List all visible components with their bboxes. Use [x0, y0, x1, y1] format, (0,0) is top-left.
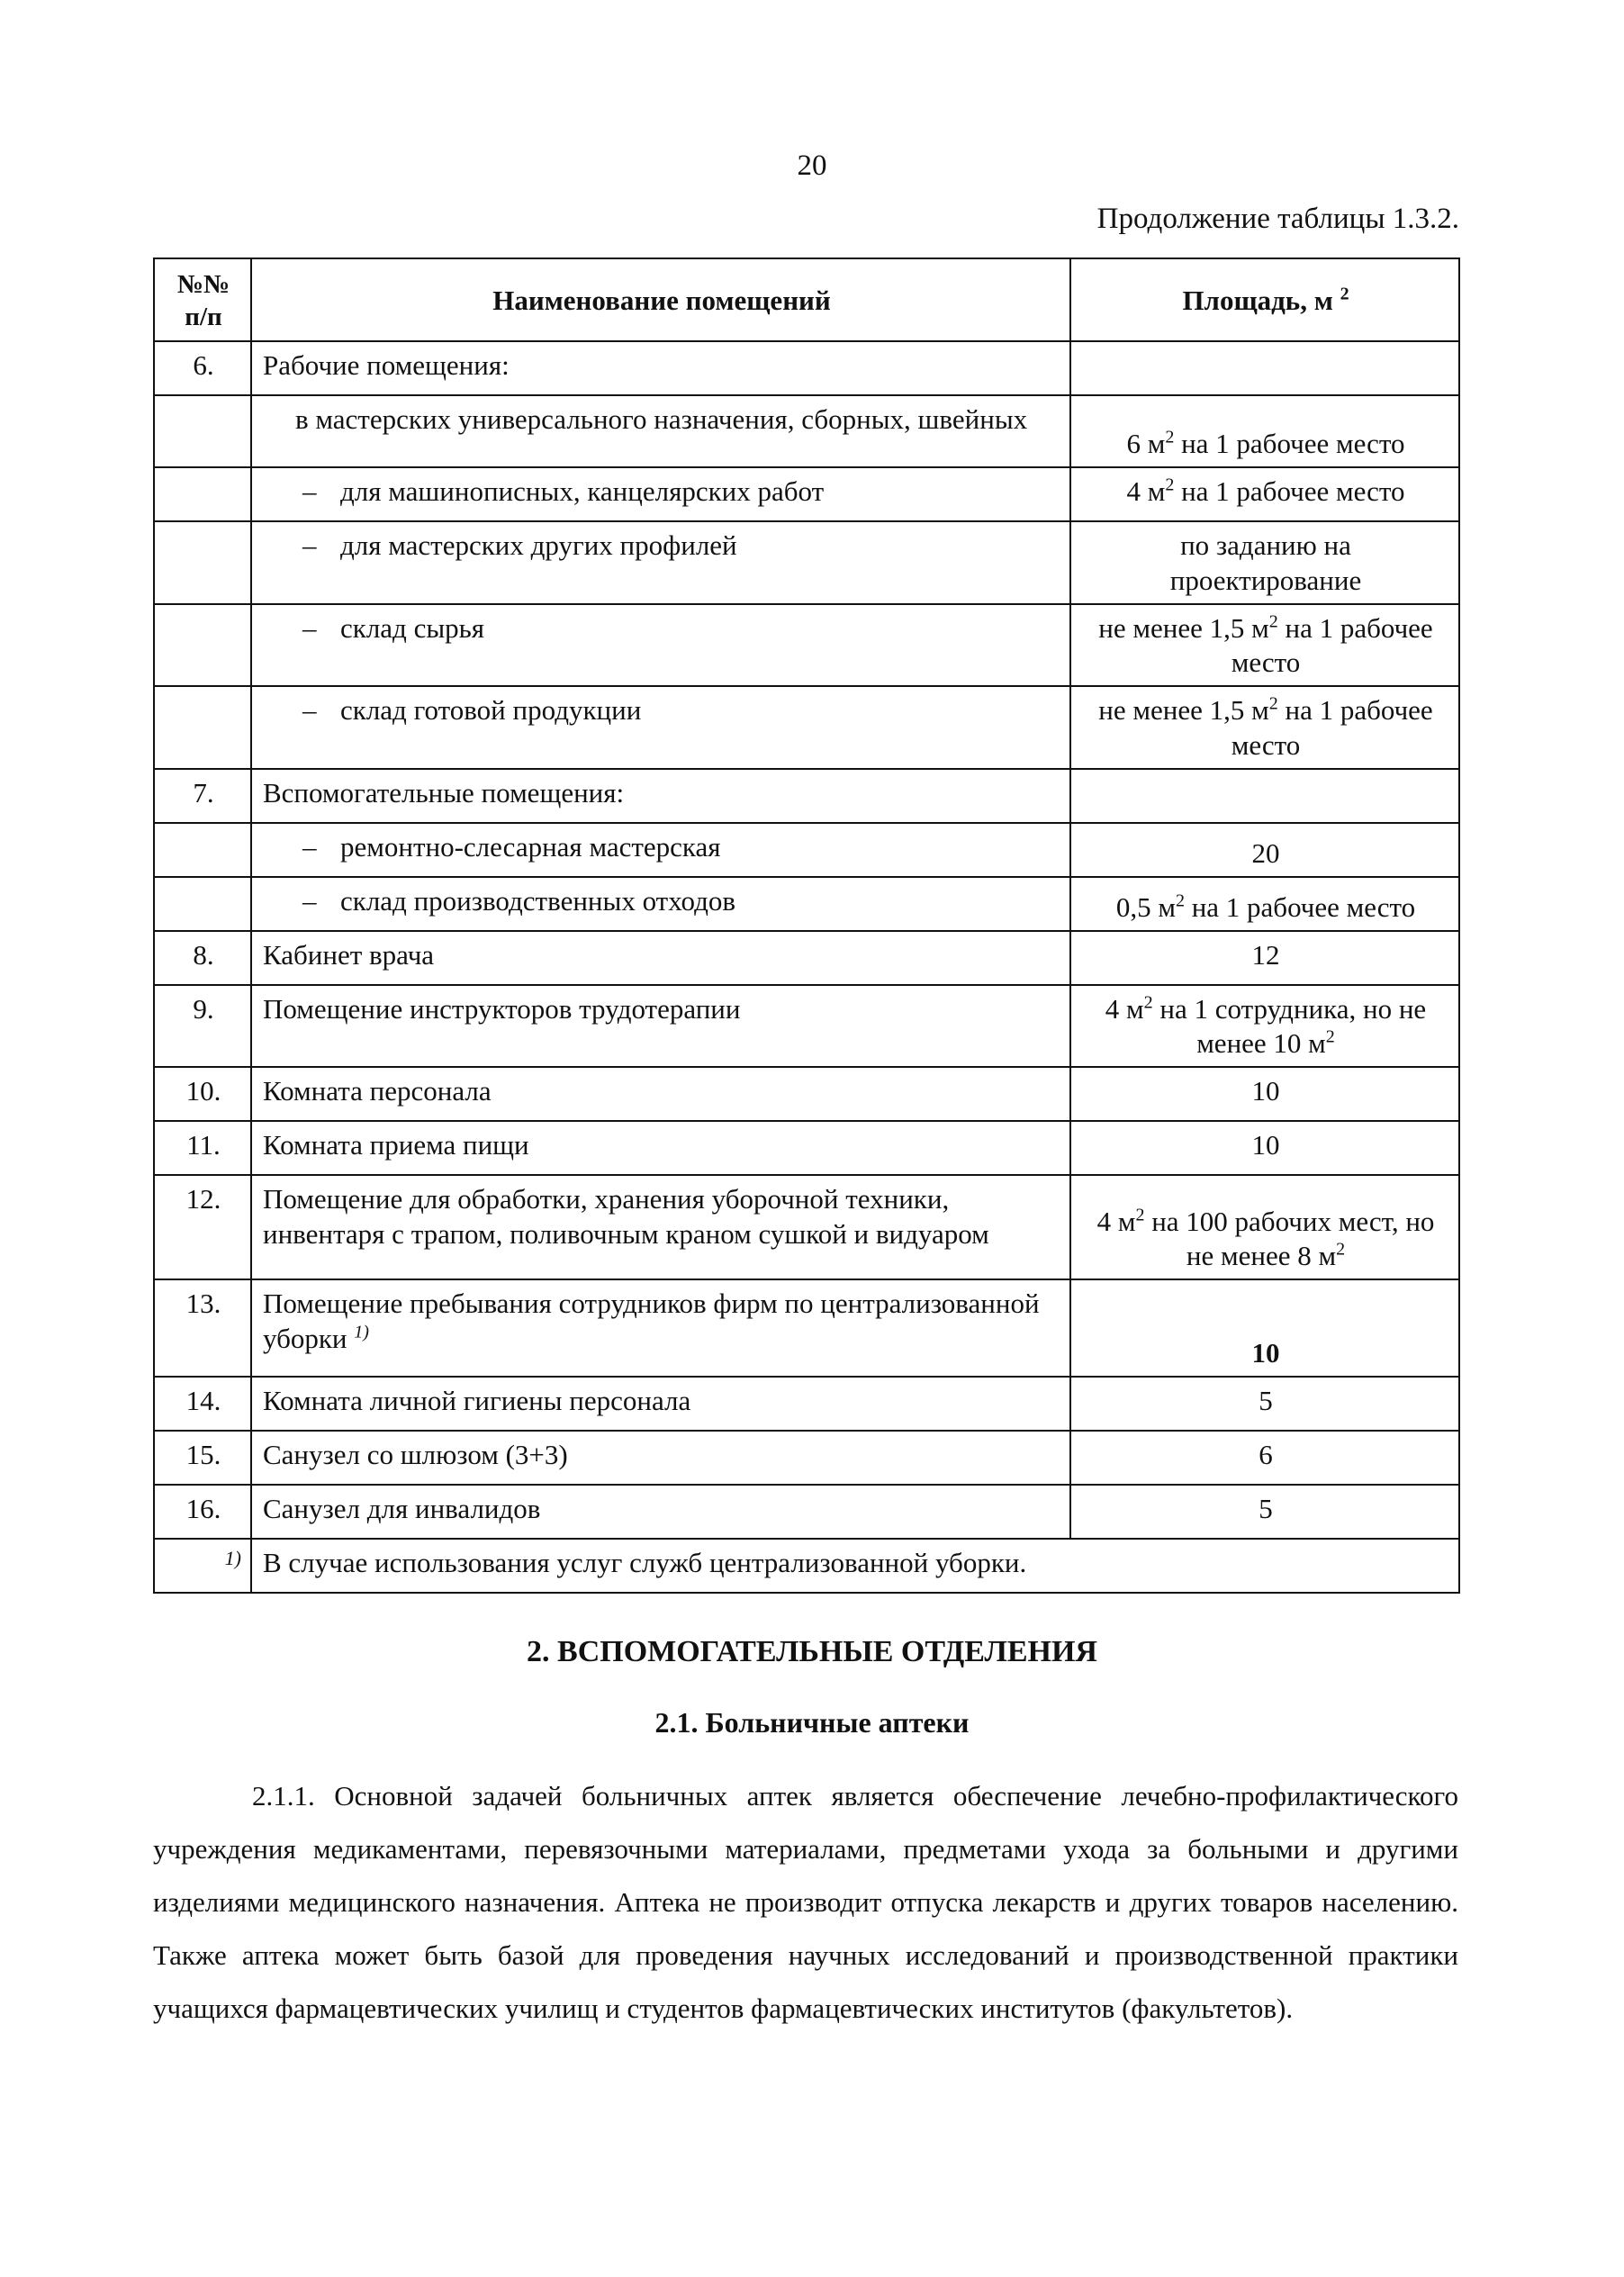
table-row — [154, 1121, 1459, 1175]
row-name-text: для мастерских других профилей — [340, 529, 737, 561]
row-name — [251, 341, 1070, 395]
row-area-sup: 2 — [1268, 693, 1278, 714]
row-name — [251, 1121, 1070, 1175]
table-header-row — [154, 258, 1459, 341]
table-continuation-caption: Продолжение таблицы 1.3.2. — [1096, 203, 1459, 235]
row-num: 10. — [154, 1067, 251, 1121]
row-area-sup: 2 — [1165, 427, 1175, 447]
section-title: 2. ВСПОМОГАТЕЛЬНЫЕ ОТДЕЛЕНИЯ — [527, 1635, 1097, 1668]
row-name-text: Помещение инструкторов трудотерапии — [263, 992, 741, 1025]
table-row — [154, 604, 1459, 687]
row-area-tail: на 1 сотрудника, но не менее 10 м — [1152, 992, 1427, 1060]
row-name — [251, 395, 1070, 467]
row-name — [251, 985, 1070, 1068]
row-name-text: склад готовой продукции — [340, 694, 642, 726]
row-num: 15. — [154, 1431, 251, 1485]
row-name — [251, 1485, 1070, 1539]
table-row — [154, 686, 1459, 769]
row-area — [1070, 1175, 1459, 1279]
row-name-text: Комната персонала — [263, 1075, 492, 1107]
row-num: 13. — [154, 1279, 251, 1377]
row-area-text: 6 — [1259, 1439, 1273, 1470]
row-area-text: 5 — [1259, 1493, 1273, 1524]
row-name-text: Помещение для обработки, хранения уборочной техники, инвентаря с трапом, поливочным краном сушкой и видуаром — [263, 1183, 989, 1250]
row-name — [251, 1279, 1070, 1377]
row-name-text: склад сырья — [340, 611, 485, 644]
row-area — [1070, 604, 1459, 687]
row-name — [251, 877, 1070, 931]
row-area — [1070, 1377, 1459, 1431]
row-area-sup: 2 — [1336, 1239, 1346, 1260]
row-area-sup: 2 — [1175, 890, 1185, 911]
row-dash: – — [302, 830, 317, 863]
row-area — [1070, 341, 1459, 395]
table-row — [154, 467, 1459, 521]
row-name-text: склад производственных отходов — [340, 884, 736, 917]
row-area-text: 10 — [1251, 1129, 1280, 1161]
table-row — [154, 395, 1459, 467]
row-num — [154, 521, 251, 604]
row-name-text: Помещение пребывания сотрудников фирм по централизованной уборки — [263, 1288, 1040, 1354]
row-dash: – — [302, 529, 317, 561]
row-area-tail: на 100 рабочих мест, но не менее 8 м — [1144, 1205, 1435, 1272]
row-name-text: Санузел для инвалидов — [263, 1493, 541, 1524]
header-area — [1070, 258, 1459, 341]
row-dash: – — [302, 611, 317, 644]
row-name — [251, 823, 1070, 877]
row-num: 8. — [154, 931, 251, 985]
row-area-tail: на 1 рабочее место — [1184, 890, 1416, 923]
table-row — [154, 1175, 1459, 1279]
row-area — [1070, 1121, 1459, 1175]
page-number: 20 — [797, 149, 827, 182]
row-area-text: 4 м — [1126, 475, 1166, 507]
table-row — [154, 877, 1459, 931]
row-name-text: в мастерских универсального назначения, сборных, швейных — [295, 403, 1028, 435]
footnote-mark: 1) — [154, 1539, 251, 1593]
row-area-text: 20 — [1251, 836, 1280, 869]
row-name — [251, 467, 1070, 521]
row-name-text: ремонтно-слесарная мастерская — [340, 830, 721, 863]
header-num: №№ п/п — [154, 258, 251, 341]
table-row — [154, 1431, 1459, 1485]
row-name — [251, 604, 1070, 687]
row-area — [1070, 931, 1459, 985]
row-footnote-ref: 1) — [354, 1322, 369, 1342]
row-name — [251, 1431, 1070, 1485]
row-num — [154, 604, 251, 687]
table-row — [154, 769, 1459, 823]
table-row — [154, 931, 1459, 985]
row-dash: – — [302, 884, 317, 917]
row-name — [251, 1067, 1070, 1121]
row-name-text: Комната личной гигиены персонала — [263, 1385, 691, 1416]
row-num: 9. — [154, 985, 251, 1068]
row-area-tail: на 1 рабочее место — [1174, 428, 1405, 460]
row-num — [154, 877, 251, 931]
row-num: 6. — [154, 341, 251, 395]
row-num — [154, 395, 251, 467]
row-name-text: Рабочие помещения: — [263, 349, 510, 381]
row-area — [1070, 686, 1459, 769]
row-area — [1070, 1431, 1459, 1485]
row-area-tail: на 1 рабочее место — [1174, 475, 1405, 507]
rooms-area-table — [153, 258, 1460, 1594]
row-num — [154, 467, 251, 521]
table-row — [154, 1067, 1459, 1121]
row-area-text: 4 м — [1105, 992, 1144, 1025]
table-row — [154, 521, 1459, 604]
row-area-text: не менее 1,5 м — [1098, 611, 1269, 644]
row-dash: – — [302, 475, 317, 507]
row-name — [251, 769, 1070, 823]
row-area-sup: 2 — [1135, 1205, 1145, 1225]
row-name-text: для машинописных, канцелярских работ — [340, 475, 825, 507]
table-row — [154, 341, 1459, 395]
row-area-tail: на 1 рабочее место — [1231, 694, 1433, 761]
row-area — [1070, 467, 1459, 521]
row-name-text: Комната приема пищи — [263, 1129, 529, 1161]
table-footnote-row — [154, 1539, 1459, 1593]
row-area-text: 12 — [1251, 938, 1280, 971]
row-dash: – — [302, 694, 317, 726]
header-area-text: Площадь, м — [1182, 284, 1333, 316]
row-num: 16. — [154, 1485, 251, 1539]
row-num: 7. — [154, 769, 251, 823]
row-name — [251, 931, 1070, 985]
header-area-sup: 2 — [1340, 284, 1349, 304]
body-paragraph: 2.1.1. Основной задачей больничных аптек является обеспечение лечебно-профилактического учреждения медикаментами, перевязочными материалами, предметами ухода за больными и другими изделиями медицинского назначения. Аптека не производит отпуска лекарств и других товаров населению. Также аптека может быть базой для проведения научных исследований и производственной практики учащихся фармацевтических училищ и студентов фармацевтических институтов (факультетов). — [153, 1780, 1458, 2024]
row-area-text: 6 м — [1126, 428, 1166, 460]
row-area-sup: 2 — [1165, 474, 1175, 495]
row-area — [1070, 769, 1459, 823]
table-row — [154, 985, 1459, 1068]
subsection-title: 2.1. Больничные аптеки — [654, 1706, 970, 1739]
row-num — [154, 686, 251, 769]
row-area-text: 10 — [1251, 1075, 1280, 1107]
row-area-text: 0,5 м — [1115, 890, 1176, 923]
row-area — [1070, 823, 1459, 877]
row-area — [1070, 1485, 1459, 1539]
table-row — [154, 1377, 1459, 1431]
footnote-text: В случае использования услуг служб централизованной уборки. — [251, 1539, 1459, 1593]
row-num: 14. — [154, 1377, 251, 1431]
row-area-sup: 2 — [1268, 611, 1278, 632]
row-area-text: 5 — [1259, 1385, 1273, 1416]
row-area — [1070, 877, 1459, 931]
table-row — [154, 823, 1459, 877]
row-name — [251, 1377, 1070, 1431]
row-name-text: Кабинет врача — [263, 938, 435, 971]
header-name: Наименование помещений — [251, 258, 1070, 341]
row-area-text: 4 м — [1096, 1205, 1136, 1237]
row-area-text: не менее 1,5 м — [1098, 694, 1269, 726]
row-area-text: по заданию на проектирование — [1169, 529, 1362, 596]
row-area-sup: 2 — [1325, 1026, 1335, 1047]
row-area — [1070, 985, 1459, 1068]
row-name-text: Вспомогательные помещения: — [263, 776, 625, 809]
row-num — [154, 823, 251, 877]
row-name — [251, 686, 1070, 769]
row-area — [1070, 395, 1459, 467]
row-area-text: 10 — [1251, 1337, 1280, 1369]
row-area — [1070, 1067, 1459, 1121]
row-area — [1070, 1279, 1459, 1377]
row-name — [251, 1175, 1070, 1279]
table-row — [154, 1485, 1459, 1539]
row-area — [1070, 521, 1459, 604]
row-area-tail: на 1 рабочее место — [1231, 611, 1433, 679]
table-row — [154, 1279, 1459, 1377]
row-name-text: Санузел со шлюзом (3+3) — [263, 1439, 568, 1470]
row-num: 12. — [154, 1175, 251, 1279]
row-num: 11. — [154, 1121, 251, 1175]
row-area-sup: 2 — [1143, 992, 1153, 1013]
row-name — [251, 521, 1070, 604]
